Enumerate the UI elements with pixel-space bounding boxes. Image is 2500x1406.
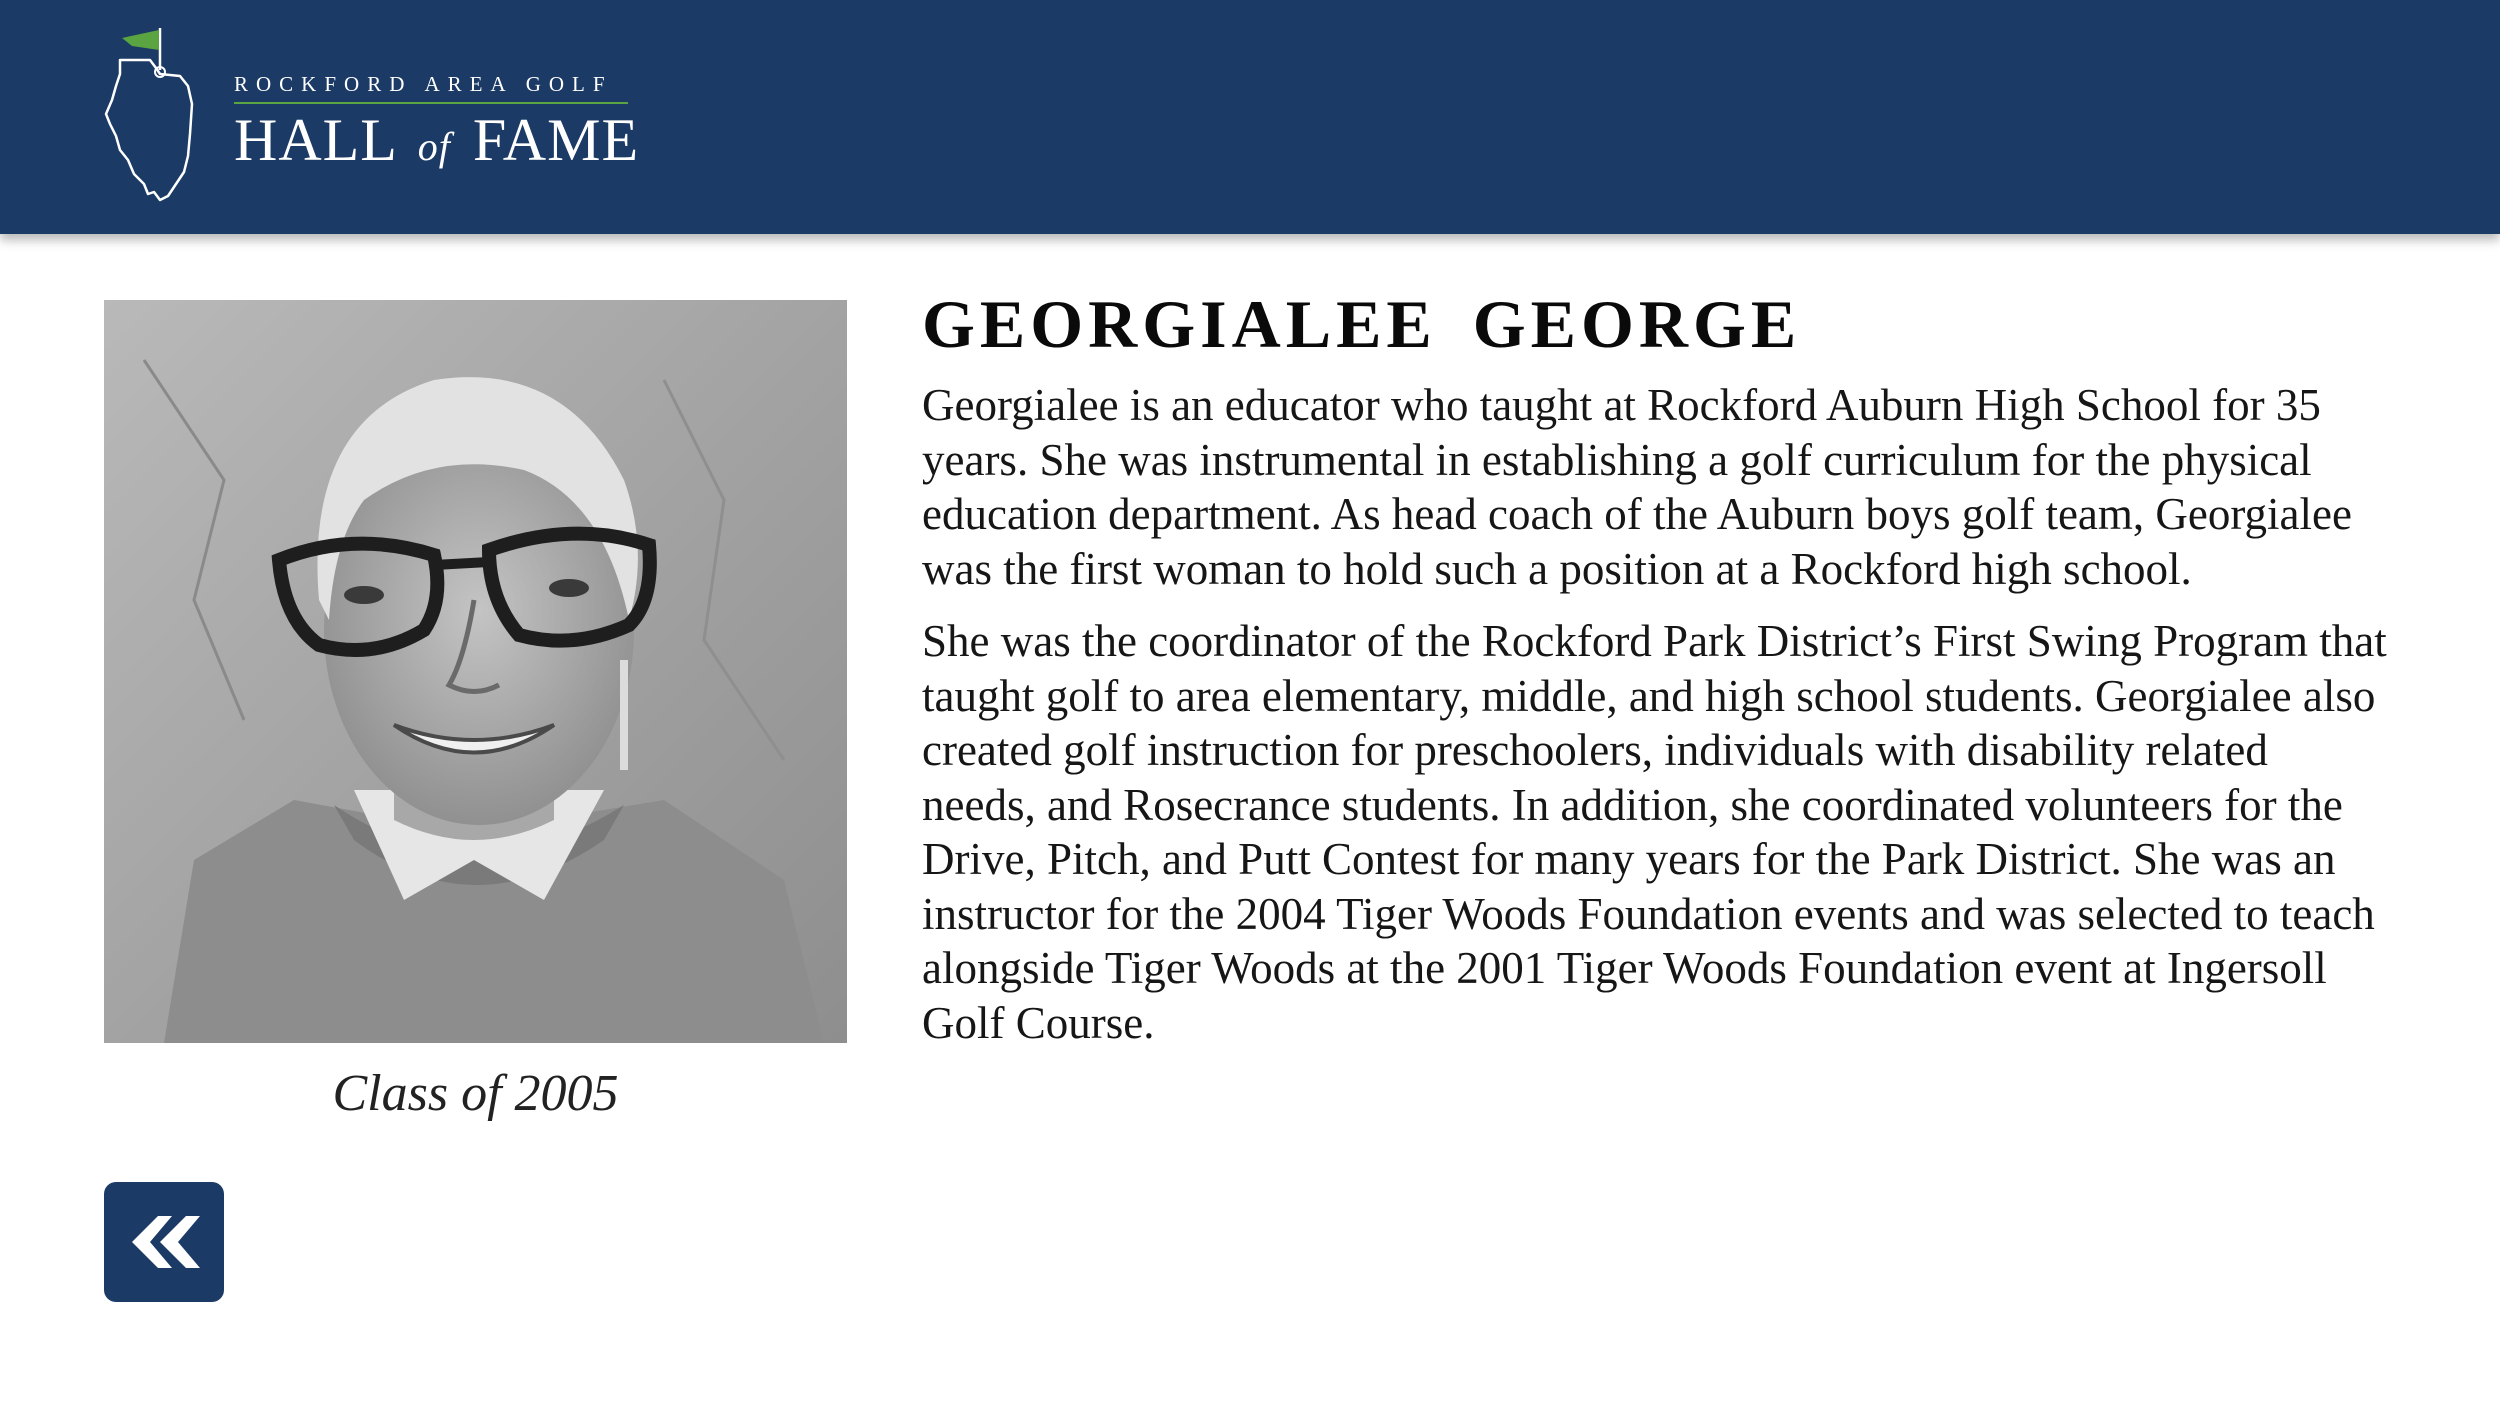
portrait-photo-icon (104, 300, 847, 1043)
inductee-name: GEORGIALEE GEORGE (922, 286, 1802, 362)
logo-fame: FAME (472, 107, 640, 173)
logo-of: of (417, 124, 451, 169)
hall-of-fame-logo (104, 24, 644, 204)
inductee-details (922, 286, 2392, 1068)
logo-divider (234, 102, 628, 104)
bio-paragraph: Georgialee is an educator who taught at Rockford Auburn High School for 35 years. She was instrumental in establishing a golf curriculum for the physical education department. As head coach of the Auburn boys golf team, Georgialee was the first woman to hold such a position at a Rockford high school. (922, 380, 2352, 594)
back-button[interactable] (104, 1182, 224, 1302)
double-chevron-left-icon (126, 1212, 202, 1272)
logo-subtitle: ROCKFORD AREA GOLF (234, 72, 613, 96)
illinois-flag-icon (104, 24, 200, 202)
class-year-caption: Class of 2005 (332, 1065, 619, 1122)
logo-title (234, 106, 639, 175)
bio-paragraph: She was the coordinator of the Rockford Park District’s First Swing Program that taught golf to area elementary, middle, and high school students. Georgialee also created golf instruction for preschoolers, individuals with disability related needs, and Rosecrance students. In addition, she coordinated volunteers for the Drive, Pitch, and Putt Contest for many years for the Park District. She was an instructor for the 2004 Tiger Woods Foundation events and was selected to teach alongside Tiger Woods at the 2001 Tiger Woods Foundation event at Ingersoll Golf Course. (922, 616, 2387, 1048)
logo-hall: HALL (234, 107, 396, 173)
header-bar (0, 0, 2500, 234)
inductee-bio (922, 378, 2392, 1050)
inductee-photo (104, 300, 847, 1043)
